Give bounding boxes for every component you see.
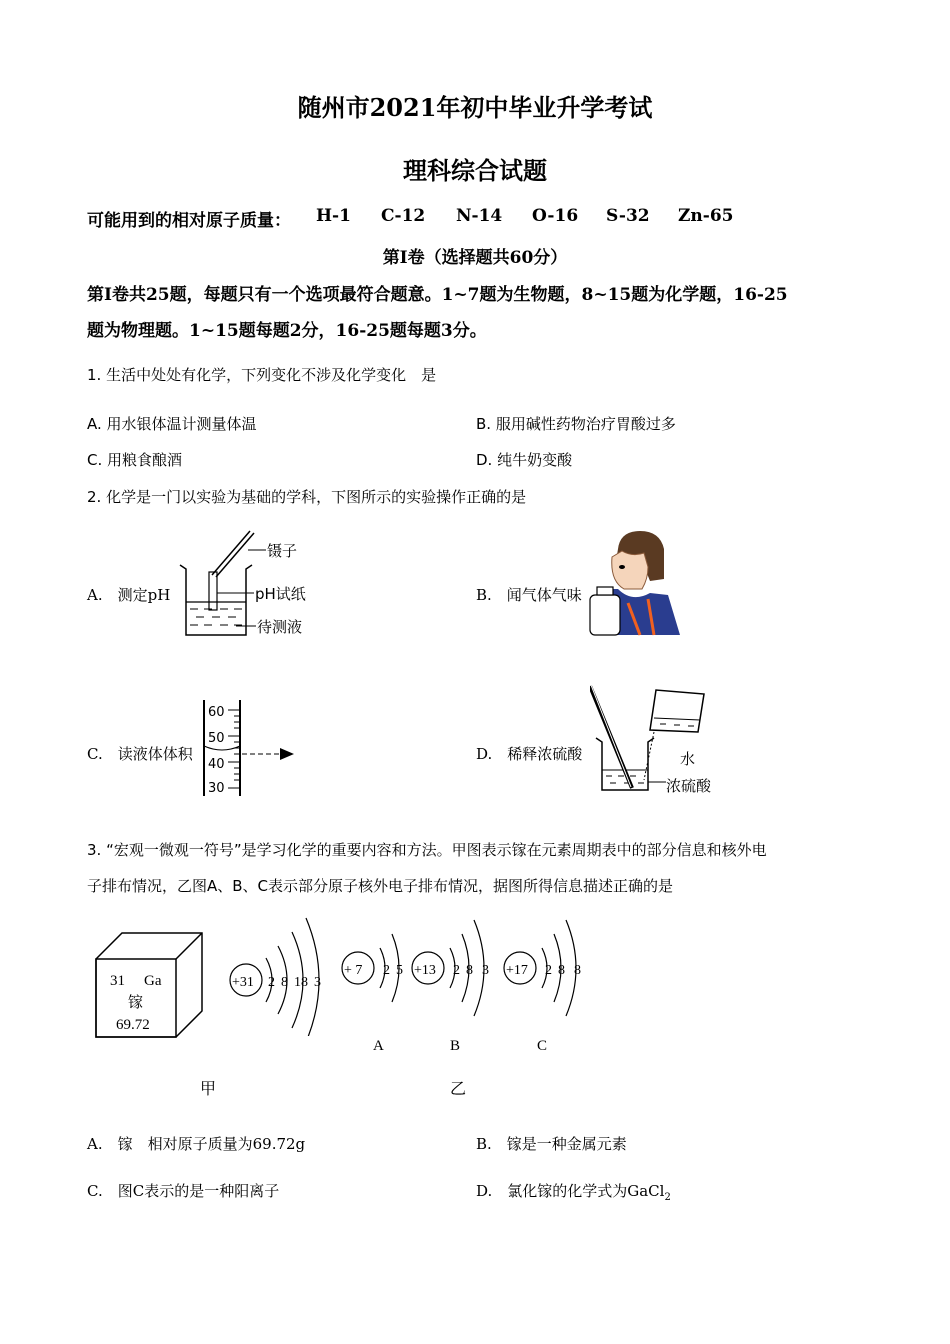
q3-option-c: C. 图C表示的是一种阳离子 bbox=[87, 1182, 280, 1200]
q2-option-a: A. 测定pH bbox=[87, 586, 171, 604]
q1-option-a: A. 用水银体温计测量体温 bbox=[87, 415, 257, 433]
mass-item: S-32 bbox=[606, 206, 650, 226]
figure-label-yi: 乙 bbox=[450, 1079, 467, 1098]
read-volume-figure bbox=[198, 700, 308, 800]
figure-label-jia: 甲 bbox=[200, 1079, 217, 1098]
nucleus-charge: +17 bbox=[506, 963, 528, 978]
question-2-stem: 2. 化学是一门以实验为基础的学科，下图所示的实验操作正确的是 bbox=[87, 488, 527, 506]
atomic-number: 31 bbox=[110, 973, 125, 989]
element-cell-figure bbox=[94, 931, 206, 1041]
atom-a-label: A bbox=[373, 1038, 384, 1054]
scale-tick: 40 bbox=[208, 757, 225, 772]
scale-tick: 60 bbox=[208, 705, 225, 720]
gallium-atom-diagram bbox=[222, 906, 334, 1036]
shell-electrons: 2 bbox=[545, 963, 552, 978]
q3-option-d bbox=[476, 1180, 671, 1203]
element-symbol: Ga bbox=[144, 973, 162, 989]
atom-c-diagram bbox=[500, 914, 592, 1024]
atomic-mass: 69.72 bbox=[116, 1017, 150, 1033]
dilute-acid-figure bbox=[590, 684, 730, 800]
mass-item: N-14 bbox=[456, 206, 503, 226]
mass-item: C-12 bbox=[381, 206, 426, 226]
section-title: 第Ⅰ卷（选择题共60分） bbox=[382, 248, 568, 268]
scale-tick: 30 bbox=[208, 781, 225, 796]
shell-electrons: 2 bbox=[453, 963, 460, 978]
q1-option-d: D. 纯牛奶变酸 bbox=[476, 451, 573, 469]
element-name: 镓 bbox=[128, 993, 144, 1011]
shell-electrons: 3 bbox=[482, 963, 489, 978]
q1-option-c: C. 用粮食酿酒 bbox=[87, 451, 183, 469]
nucleus-charge: + 7 bbox=[344, 963, 363, 978]
water-label: 水 bbox=[680, 750, 696, 768]
atom-b-diagram bbox=[408, 914, 500, 1024]
q3-option-d-subscript: 2 bbox=[664, 1192, 671, 1203]
shell-electrons: 8 bbox=[574, 963, 581, 978]
section-instruction: 题为物理题。1~15题每题2分，16-25题每题3分。 bbox=[87, 321, 487, 341]
q2-option-b: B. 闻气体气味 bbox=[476, 586, 582, 604]
scale-tick: 50 bbox=[208, 731, 225, 746]
test-liquid-label: 待测液 bbox=[257, 618, 303, 636]
nucleus-charge: +31 bbox=[232, 975, 254, 990]
smell-gas-figure bbox=[588, 527, 688, 637]
shell-electrons: 5 bbox=[396, 963, 403, 978]
page-title: 随州市2021年初中毕业升学考试 bbox=[297, 93, 653, 122]
mass-item: Zn-65 bbox=[678, 206, 734, 226]
tweezers-label: 镊子 bbox=[267, 542, 298, 560]
q1-option-b: B. 服用碱性药物治疗胃酸过多 bbox=[476, 415, 676, 433]
section-instruction: 第Ⅰ卷共25题，每题只有一个选项最符合题意。1~7题为生物题，8~15题为化学题，16-25 bbox=[87, 285, 788, 305]
shell-electrons: 2 bbox=[383, 963, 390, 978]
q2-option-d: D. 稀释浓硫酸 bbox=[476, 745, 583, 763]
mass-item: H-1 bbox=[316, 206, 351, 226]
shell-electrons: 8 bbox=[466, 963, 473, 978]
shell-electrons: 2 bbox=[268, 975, 275, 990]
shell-electrons: 3 bbox=[314, 975, 321, 990]
masses-label: 可能用到的相对原子质量： bbox=[87, 211, 291, 231]
q3-option-d-text: D. 氯化镓的化学式为GaCl bbox=[476, 1182, 665, 1200]
atom-c-label: C bbox=[537, 1038, 548, 1054]
question-3-stem: 3. “宏观一微观一符号”是学习化学的重要内容和方法。甲图表示镓在元素周期表中的部分信息和核外电 bbox=[87, 841, 767, 859]
mass-item: O-16 bbox=[532, 206, 579, 226]
q3-option-a: A. 镓 相对原子质量为69.72g bbox=[87, 1135, 306, 1153]
page-subtitle: 理科综合试题 bbox=[403, 156, 547, 185]
nucleus-charge: +13 bbox=[414, 963, 436, 978]
question-3-stem: 子排布情况，乙图A、B、C表示部分原子核外电子排布情况，据图所得信息描述正确的是 bbox=[87, 877, 674, 895]
q2-option-c: C. 读液体体积 bbox=[87, 745, 193, 763]
shell-electrons: 8 bbox=[281, 975, 288, 990]
acid-label: 浓硫酸 bbox=[666, 777, 712, 795]
ph-paper-label: pH试纸 bbox=[255, 585, 306, 603]
ph-test-figure bbox=[176, 527, 316, 642]
shell-electrons: 18 bbox=[294, 975, 308, 990]
atom-b-label: B bbox=[450, 1038, 461, 1054]
shell-electrons: 8 bbox=[558, 963, 565, 978]
atom-a-diagram bbox=[336, 920, 416, 1020]
q3-option-b: B. 镓是一种金属元素 bbox=[476, 1135, 627, 1153]
question-1-stem: 1. 生活中处处有化学，下列变化不涉及化学变化 是 bbox=[87, 366, 437, 384]
